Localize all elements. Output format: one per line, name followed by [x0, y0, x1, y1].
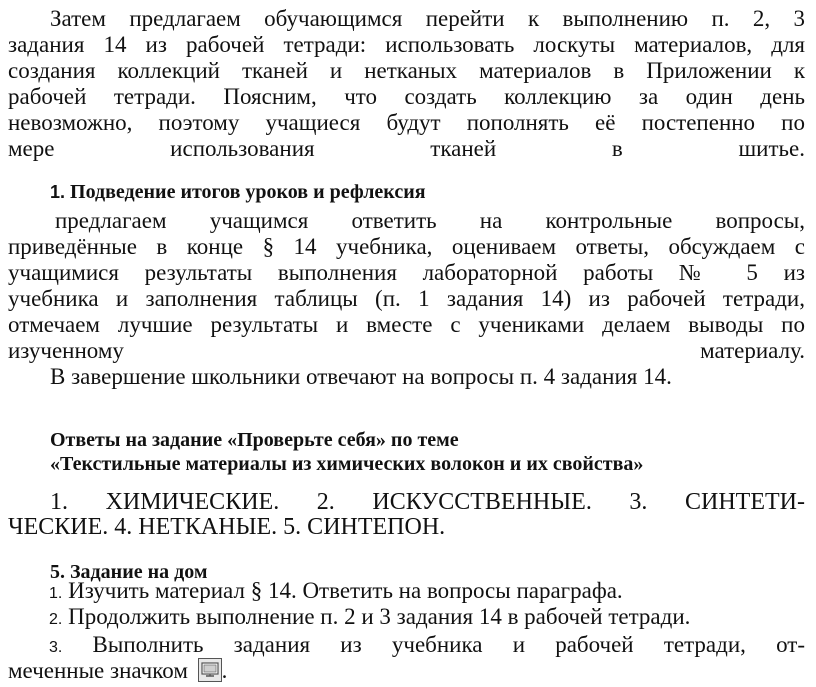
text-line: отмечаем лучшие результаты и вместе с учениками делаем выводы по: [8, 312, 805, 337]
section-heading: [50, 180, 426, 204]
homework-item-1: [49, 578, 623, 607]
item-number: 2.: [49, 611, 63, 628]
answers-heading-line-1: Ответы на задание «Проверьте себя» по теме: [50, 429, 459, 451]
text-line: задания 14 из рабочей тетради: использовать лоскуты материалов, для: [8, 32, 805, 57]
answers-line-1: [50, 488, 805, 516]
text-line: невозможно, поэтому учащиеся будут пополнять её постепенно по: [8, 110, 805, 135]
homework-item-2: [49, 604, 690, 633]
section-title: Подведение итогов уроков и рефлексия: [70, 181, 426, 203]
item-text: Изучить материал § 14. Ответить на вопросы параграфа.: [68, 578, 623, 603]
text-line: рабочей тетради. Поясним, что создать коллекцию за один день: [8, 84, 805, 109]
paragraph-2: [8, 234, 805, 364]
homework-title: 5. Задание на дом: [50, 561, 208, 583]
paragraph-1: [8, 32, 805, 162]
text-line: приведённые в конце § 14 учебника, оцениваем ответы, обсуждаем с: [8, 234, 805, 259]
paragraph-1-first-line: [50, 6, 805, 32]
homework-item-3: [49, 632, 805, 661]
text-line: изученному материалу.: [8, 338, 805, 363]
item-text: Продолжить выполнение п. 2 и 3 задания 14 в рабочей тетради.: [68, 604, 691, 629]
sentence-period: .: [221, 658, 228, 683]
item-number: 1.: [49, 585, 63, 602]
workbook-icon: [198, 658, 222, 682]
item-number: 3.: [49, 639, 63, 656]
paragraph-3: В завершение школьники отвечают на вопросы п. 4 задания 14.: [50, 364, 672, 389]
paragraph-2-first-line: [55, 208, 805, 234]
text-line: Затем предлагаем обучающимся перейти к выполнению п. 2, 3: [50, 6, 805, 31]
text-line: создания коллекций тканей и нетканых материалов в Приложении к: [8, 58, 805, 83]
answers-heading-line-2: «Текстильные материалы из химических волокон и их свойства»: [50, 453, 644, 475]
text-line: учебника и заполнения таблицы (п. 1 задания 14) из рабочей тетради,: [8, 286, 805, 311]
text-line: учащимися результаты выполнения лабораторной работы № 5 из: [8, 260, 805, 285]
text-line: 1. ХИМИЧЕСКИЕ. 2. ИСКУССТВЕННЫЕ. 3. СИНТЕТИ-: [50, 489, 805, 515]
homework-item-3-continuation: [8, 658, 227, 684]
text-line: мере использования тканей в шитье.: [8, 136, 805, 161]
text-line: предлагаем учащимся ответить на контрольные вопросы,: [55, 208, 805, 233]
item-text: Выполнить задания из учебника и рабочей тетради, от-: [92, 632, 805, 657]
section-number: 1.: [50, 182, 66, 202]
item-text: меченные значком: [8, 658, 188, 683]
answers-line-2: ЧЕСКИЕ. 4. НЕТКАНЫЕ. 5. СИНТЕПОН.: [8, 514, 446, 540]
